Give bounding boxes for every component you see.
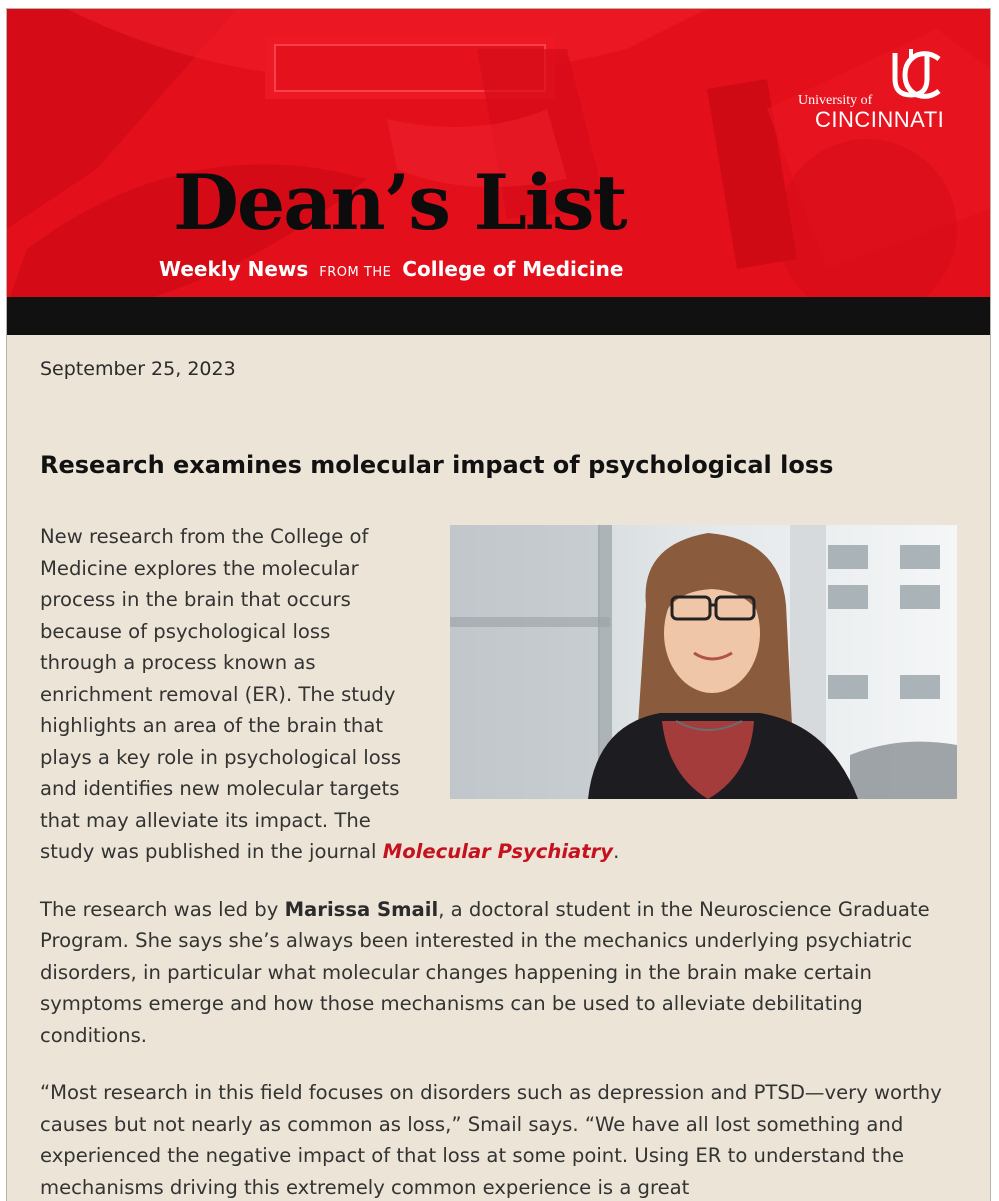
article-body: [40, 521, 957, 1201]
paragraph-2-rest: , a doctoral student in the Neuroscience Graduate Program. She says she’s always been interested in the mechanics underlying psychiatric disorders, in particular what molecular changes happening in the brain make certain symptoms emerge and how those mechanisms can be used to alleviate debilitating conditions.: [40, 897, 930, 1047]
paragraph-1-text: New research from the College of Medicine explores the molecular process in the brain that occurs because of psychological loss through a process known as enrichment removal (ER). The study highlights an area of the brain that plays a key role in psychological loss and identifies new molecular targets that may alleviate its impact. The study was published in the journal: [40, 525, 402, 863]
article-paragraph-3: “Most research in this field focuses on disorders such as depression and PTSD—very worthy causes but not nearly as common as loss,” Smail says. “We have all lost something and experienced the negative impact of that loss at some point. Using ER to understand the mechanisms driving this extremely common experience is a great: [40, 1081, 942, 1199]
journal-link[interactable]: Molecular Psychiatry: [382, 840, 614, 863]
researcher-name: Marissa Smail: [284, 897, 439, 921]
university-label: University of: [798, 93, 873, 108]
tagline-weekly-news: Weekly News: [159, 257, 309, 281]
newsletter-title: Dean’s List: [173, 158, 626, 247]
header-banner: [7, 9, 990, 305]
issue-date: September 25, 2023: [40, 358, 236, 380]
tagline-from-the: FROM THE: [319, 265, 392, 280]
university-logo[interactable]: [793, 49, 963, 132]
header-divider-bar: [7, 297, 990, 335]
article-photo[interactable]: [450, 525, 957, 799]
newsletter-tagline: [159, 257, 623, 281]
portrait-image: [450, 525, 957, 799]
article-headline[interactable]: Research examines molecular impact of psychological loss: [40, 451, 834, 479]
newsletter-frame: [6, 8, 991, 1201]
paragraph-1-end: .: [613, 840, 620, 863]
uc-mark-icon: [883, 49, 945, 101]
article-paragraph-2: [40, 894, 957, 1052]
tagline-college: College of Medicine: [402, 257, 624, 281]
paragraph-2-start: The research was led by: [40, 897, 285, 921]
university-name: CINCINNATI: [815, 107, 945, 132]
